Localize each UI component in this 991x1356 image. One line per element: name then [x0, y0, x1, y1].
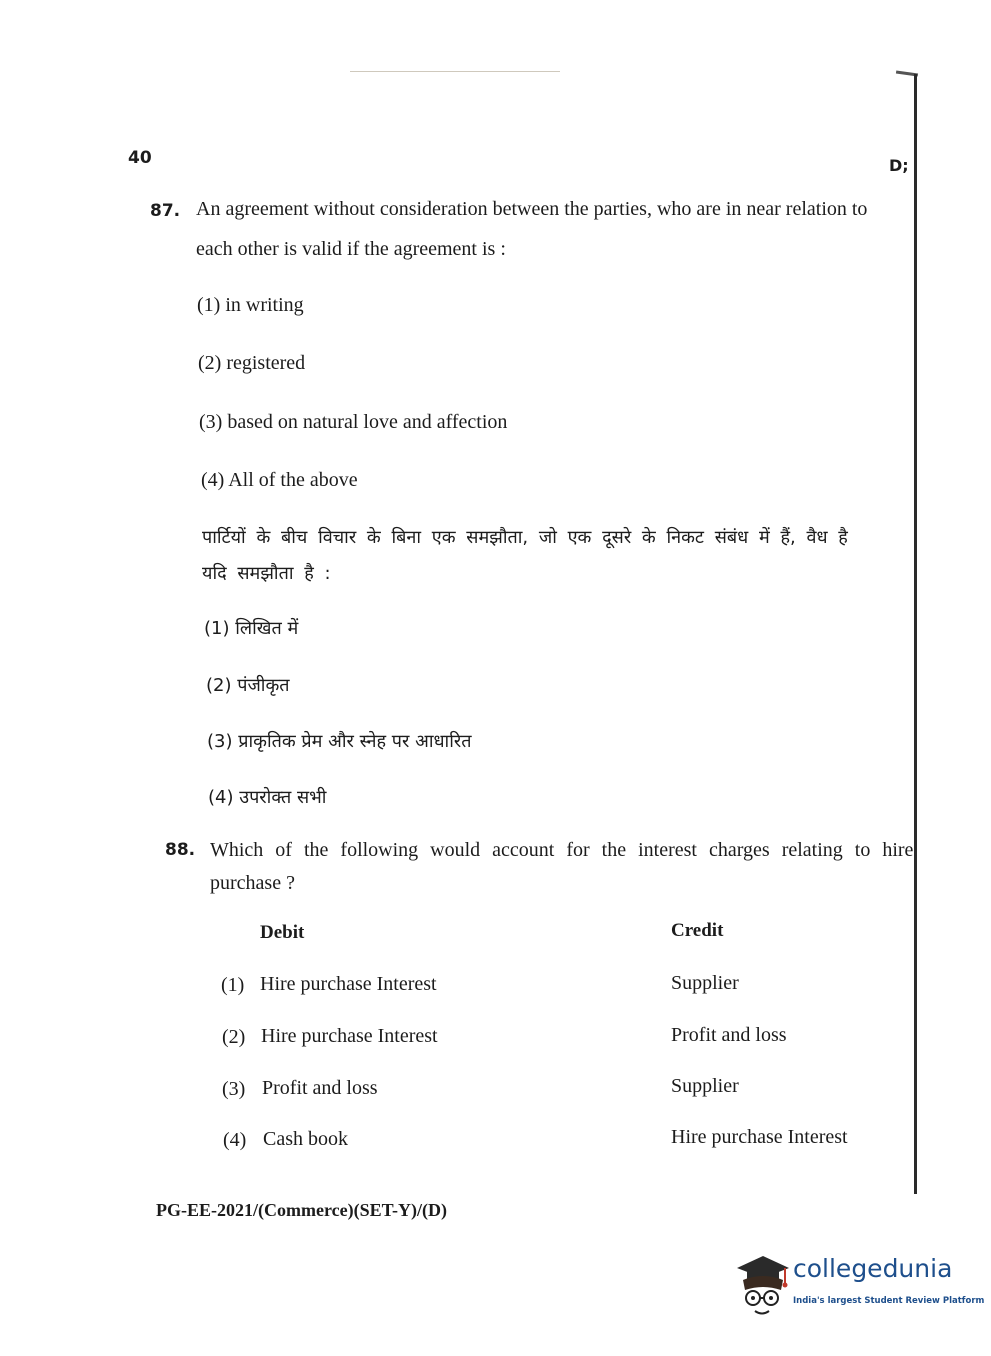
q88-row-2-debit: Hire purchase Interest	[261, 1025, 438, 1047]
q88-row-1-num: (1)	[221, 974, 245, 996]
question-87-text-1: An agreement without consideration between the parties, who are in near relation to	[196, 198, 868, 220]
q87-option-3: (3) based on natural love and affection	[199, 411, 508, 433]
set-code: D;	[889, 156, 909, 175]
question-87-line-2: each other is valid if the agreement is :	[196, 238, 506, 260]
page-edge	[914, 74, 917, 1194]
credit-header: Credit	[671, 920, 724, 941]
q87-hindi-option-4: (4) उपरोक्त सभी	[208, 787, 327, 808]
q87-hindi-line-1: पार्टियों के बीच विचार के बिना एक समझौता, जो एक दूसरे के निकट संबंध में हैं, वैध है	[202, 527, 848, 548]
q87-option-1: (1) in writing	[197, 294, 304, 316]
q87-option-4: (4) All of the above	[201, 469, 358, 491]
mascot-icon	[733, 1250, 791, 1320]
logo-name: collegedunia	[793, 1254, 953, 1283]
q88-row-4-debit: Cash book	[263, 1128, 348, 1150]
collegedunia-logo	[733, 1250, 985, 1320]
q88-row-4-credit: Hire purchase Interest	[671, 1126, 848, 1148]
debit-header: Debit	[260, 922, 305, 943]
q88-row-2-credit: Profit and loss	[671, 1024, 787, 1046]
q88-row-3-num: (3)	[222, 1078, 246, 1100]
q87-hindi-option-1: (1) लिखित में	[204, 618, 299, 639]
q88-row-2-num: (2)	[222, 1026, 246, 1048]
question-88-line-2: purchase ?	[210, 872, 295, 894]
q88-row-1-credit: Supplier	[671, 972, 739, 994]
question-87-number: 87.	[150, 201, 181, 221]
top-rule	[350, 71, 560, 72]
q88-row-3-credit: Supplier	[671, 1075, 739, 1097]
footer-code: PG-EE-2021/(Commerce)(SET-Y)/(D)	[156, 1200, 447, 1220]
page-number: 40	[128, 148, 152, 168]
question-88-number: 88.	[165, 840, 196, 860]
question-88-line-1: Which of the following would account for the interest charges relating to hire	[210, 839, 914, 861]
q88-row-3-debit: Profit and loss	[262, 1077, 378, 1099]
q87-option-2: (2) registered	[198, 352, 306, 374]
q87-hindi-line-2: यदि समझौता है :	[202, 563, 331, 584]
logo-tagline: India's largest Student Review Platform	[793, 1296, 985, 1306]
q88-row-1-debit: Hire purchase Interest	[260, 973, 437, 995]
q87-hindi-option-3: (3) प्राकृतिक प्रेम और स्नेह पर आधारित	[207, 731, 472, 752]
q88-row-4-num: (4)	[223, 1129, 247, 1151]
q87-hindi-option-2: (2) पंजीकृत	[206, 675, 290, 696]
question-87-line-1	[196, 198, 894, 221]
